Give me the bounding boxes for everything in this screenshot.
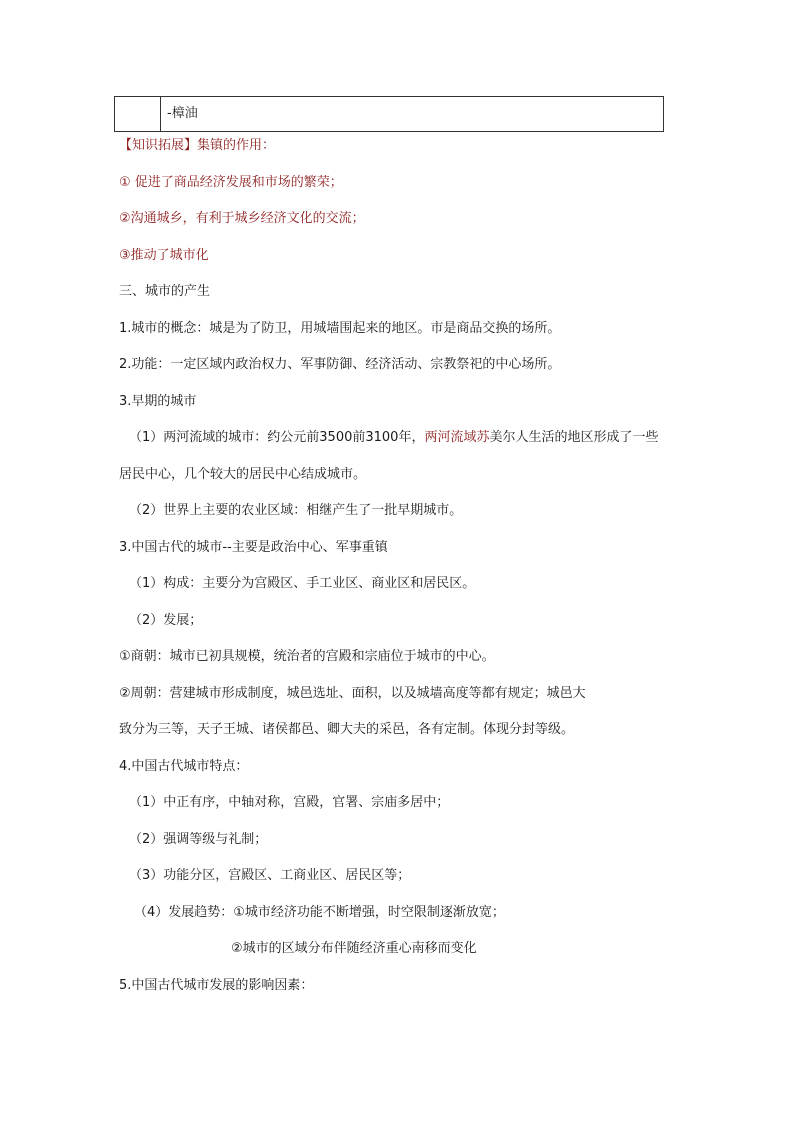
list-item: （3）功能分区，宫殿区、工商业区、居民区等； <box>129 868 411 883</box>
list-item: （4）发展趋势：①城市经济功能不断增强，时空限制逐渐放宽； <box>134 905 505 920</box>
paragraph <box>129 429 658 447</box>
list-item: ②沟通城乡，有利于城乡经济文化的交流； <box>119 211 365 226</box>
section-heading: 三、城市的产生 <box>119 284 211 299</box>
list-item: （1）中正有序，中轴对称，宫殿，官署、宗庙多居中； <box>129 795 450 810</box>
table <box>114 96 664 132</box>
paragraph: 致分为三等，天子王城、诸侯都邑、卿大夫的采邑，各有定制。体现分封等级。 <box>119 722 575 737</box>
paragraph: ①商朝：城市已初具规模，统治者的宫殿和宗庙位于城市的中心。 <box>119 649 495 664</box>
highlight-text: 两河流域苏 <box>424 430 490 445</box>
paragraph: 1.城市的概念：城是为了防卫，用城墙围起来的地区。市是商品交换的场所。 <box>119 321 561 336</box>
subheading: 4.中国古代城市特点： <box>119 759 249 774</box>
paragraph: （2）世界上主要的农业区域：相继产生了一批早期城市。 <box>129 503 463 518</box>
paragraph: ②周朝：营建城市形成制度，城邑选址、面积，以及城墙高度等都有规定；城邑大 <box>119 686 586 701</box>
subheading: 3.中国古代的城市--主要是政治中心、军事重镇 <box>119 540 388 555</box>
list-item: ②城市的区域分布伴随经济重心南移而变化 <box>231 941 477 956</box>
text-run: （1）两河流域的城市：约公元前3500前3100年， <box>129 430 425 445</box>
list-item: ① 促进了商品经济发展和市场的繁荣； <box>119 175 343 190</box>
paragraph: 居民中心，几个较大的居民中心结成城市。 <box>119 467 367 482</box>
table-divider <box>160 97 161 131</box>
text-run: 美尔人生活的地区形成了一些 <box>489 430 659 445</box>
subheading: 3.早期的城市 <box>119 394 197 409</box>
list-item: ③推动了城市化 <box>119 248 209 263</box>
paragraph: （2）发展； <box>129 613 203 628</box>
knowledge-extension-heading: 【知识拓展】集镇的作用： <box>119 138 276 153</box>
list-item: （2）强调等级与礼制； <box>129 832 268 847</box>
subheading: 5.中国古代城市发展的影响因素： <box>119 978 314 993</box>
table-cell: -樟油 <box>167 106 198 121</box>
paragraph: （1）构成：主要分为宫殿区、手工业区、商业区和居民区。 <box>129 576 476 591</box>
paragraph: 2.功能：一定区域内政治权力、军事防御、经济活动、宗教祭祀的中心场所。 <box>119 357 561 372</box>
